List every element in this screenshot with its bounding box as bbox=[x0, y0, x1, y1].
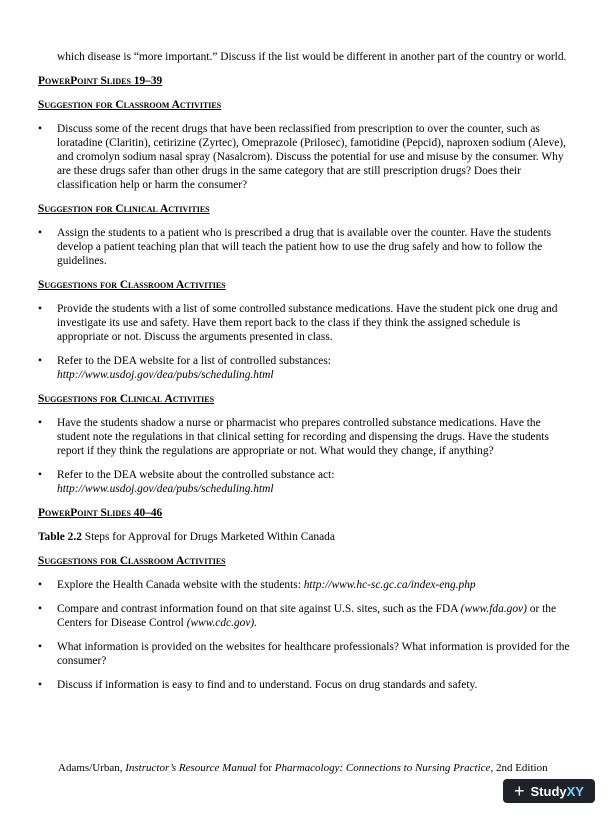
list-item: • Explore the Health Canada website with the students: http://www.hc-sc.gc.ca/index-eng.php bbox=[38, 579, 476, 591]
bullet-icon: • bbox=[38, 603, 42, 615]
bullet-icon: • bbox=[38, 579, 42, 591]
studyxy-badge[interactable]: + Study XY bbox=[503, 779, 595, 803]
list-item: • What information is provided on the websites for healthcare professionals? What information is provided for the consumer? bbox=[38, 641, 570, 667]
bullet-icon: • bbox=[38, 641, 42, 653]
document-page bbox=[38, 50, 574, 702]
bullet-icon: • bbox=[38, 227, 42, 239]
list-item: • Refer to the DEA website for a list of controlled substances: http://www.usdoj.gov/dea/pubs/scheduling.html bbox=[38, 355, 331, 381]
bullet-list bbox=[38, 578, 574, 692]
dea-link[interactable]: http://www.usdoj.gov/dea/pubs/scheduling.html bbox=[57, 369, 274, 381]
list-item: • Provide the students with a list of some controlled substance medications. Have the student pick one drug and investigate its use and safety. Have them report back to the class if they think the assigned schedule is appropriate or not. Discuss the arguments presented in class. bbox=[38, 303, 558, 343]
fda-link[interactable]: (www.fda.gov) bbox=[460, 603, 527, 615]
bullet-list bbox=[38, 302, 574, 382]
list-item: • Refer to the DEA website about the controlled substance act: http://www.usdoj.gov/dea/pubs/scheduling.html bbox=[38, 469, 335, 495]
page-footer: Adams/Urban, Instructor’s Resource Manual for Pharmacology: Connections to Nursing Practice, 2nd Edition bbox=[58, 762, 548, 774]
list-item: • Compare and contrast information found on that site against U.S. sites, such as the FDA (www.fda.gov) or the Centers for Disease Control (www.cdc.gov). bbox=[38, 603, 557, 629]
list-item: • Discuss some of the recent drugs that have been reclassified from prescription to over the counter, such as loratadine (Claritin), cetirizine (Zyrtec), Omeprazole (Prilosec), famotidine (Pepcid), naproxen sodium (Aleve), and cromolyn sodium nasal spray (Nasalcrom). Discuss the potential for use and misuse by the consumer. Why are these drugs safer than other drugs in the same category that are still prescription drugs? Does their classification help or harm the consumer? bbox=[38, 123, 566, 191]
bullet-icon: • bbox=[38, 303, 42, 315]
list-item: • Have the students shadow a nurse or pharmacist who prepares controlled substance medications. Have the student note the regulations in that clinical setting for recording and dispensing the drugs. Have the students report if they think the regulations are appropriate or not. What would they change, if anything? bbox=[38, 417, 549, 457]
bullet-icon: • bbox=[38, 123, 42, 135]
bullet-list bbox=[38, 122, 574, 192]
dea-link[interactable]: http://www.usdoj.gov/dea/pubs/scheduling.html bbox=[57, 483, 274, 495]
bullet-list bbox=[38, 226, 574, 268]
bullet-list bbox=[38, 416, 574, 496]
list-item: • Discuss if information is easy to find and to understand. Focus on drug standards and safety. bbox=[38, 679, 478, 691]
section-heading: PowerPoint Slides 19–39 bbox=[38, 75, 163, 87]
health-canada-link[interactable]: http://www.hc-sc.gc.ca/index-eng.php bbox=[303, 579, 476, 591]
section-heading: Suggestion for Clinical Activities bbox=[38, 203, 210, 215]
section-heading: Suggestions for Clinical Activities bbox=[38, 393, 215, 405]
cdc-link[interactable]: (www.cdc.gov). bbox=[186, 617, 258, 629]
section-heading: Suggestions for Classroom Activities bbox=[38, 279, 226, 291]
table-caption: Table 2.2 Steps for Approval for Drugs Marketed Within Canada bbox=[38, 531, 335, 543]
bullet-icon: • bbox=[38, 469, 42, 481]
bullet-icon: • bbox=[38, 417, 42, 429]
intro-text: which disease is “more important.” Discuss if the list would be different in another part of the country or world. bbox=[57, 51, 567, 63]
bullet-icon: • bbox=[38, 679, 42, 691]
bullet-icon: • bbox=[38, 355, 42, 367]
plus-icon: + bbox=[514, 780, 525, 801]
section-heading: Suggestions for Classroom Activities bbox=[38, 555, 226, 567]
section-heading: PowerPoint Slides 40–46 bbox=[38, 507, 163, 519]
section-heading: Suggestion for Classroom Activities bbox=[38, 99, 222, 111]
list-item: • Assign the students to a patient who is prescribed a drug that is available over the counter. Have the students develop a patient teaching plan that will teach the patient how to use the drug safely and how to follow the guidelines. bbox=[38, 227, 552, 267]
